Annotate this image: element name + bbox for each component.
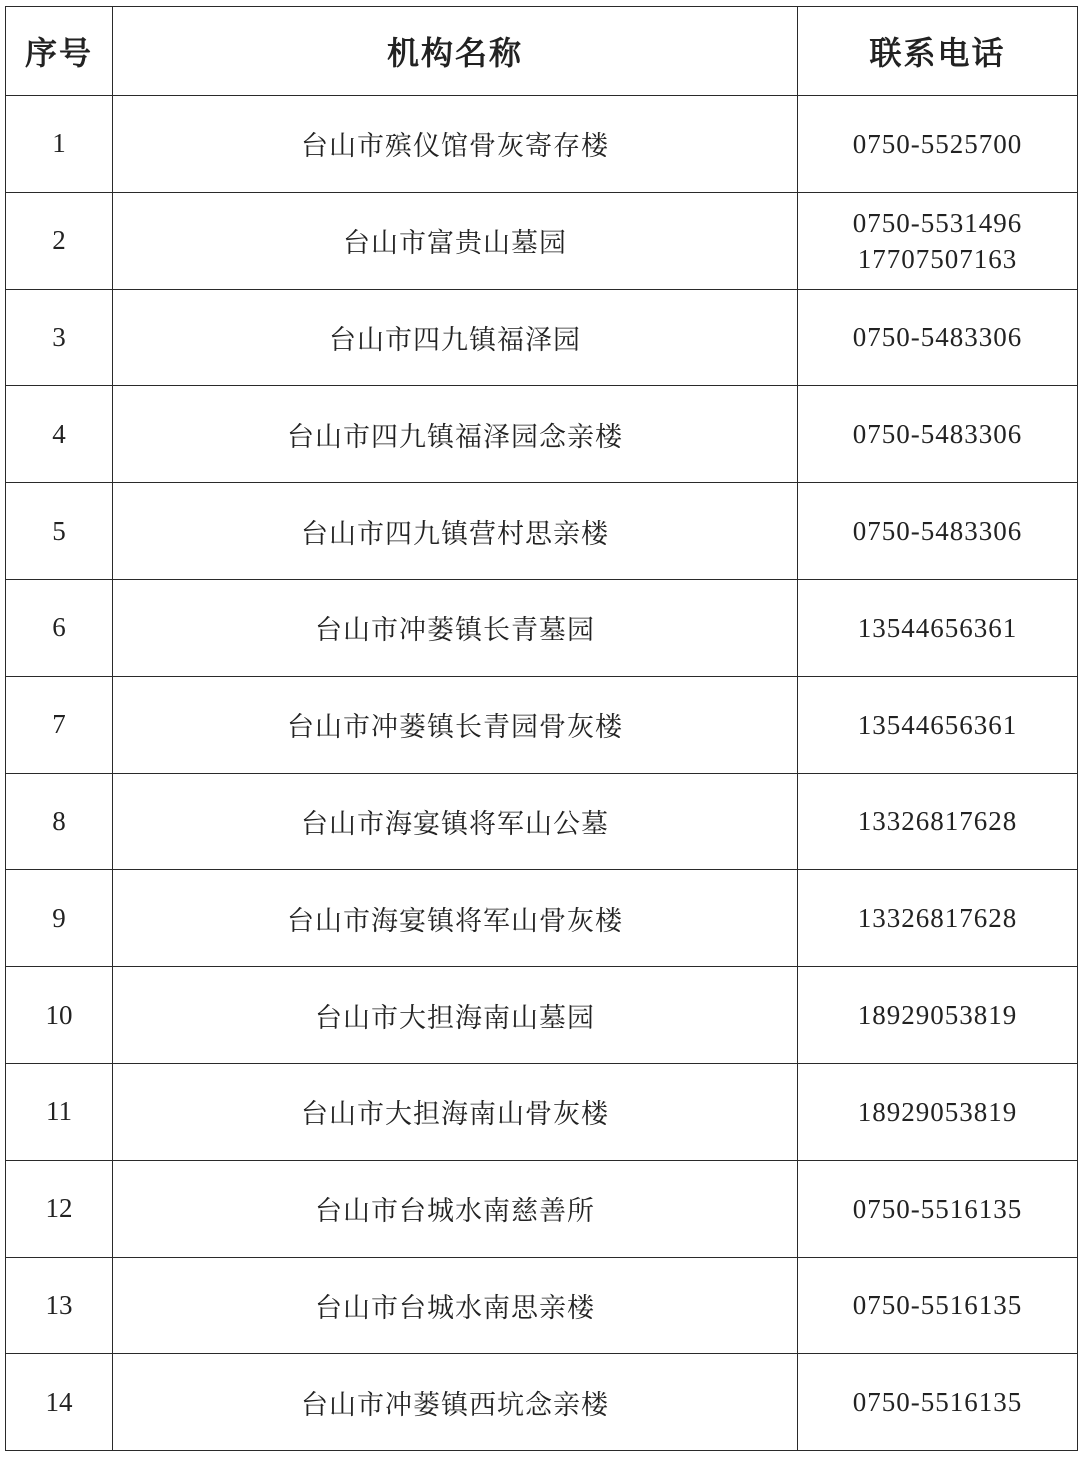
institution-name: 台山市冲蒌镇长青墓园 <box>113 579 798 676</box>
header-name: 机构名称 <box>113 7 798 96</box>
row-index: 12 <box>6 1160 113 1257</box>
contact-phone-cell <box>798 386 1078 483</box>
table-row <box>6 483 1078 580</box>
row-index: 7 <box>6 676 113 773</box>
institution-name: 台山市海宴镇将军山骨灰楼 <box>113 870 798 967</box>
contact-phone-cell <box>798 1257 1078 1354</box>
table-row <box>6 1160 1078 1257</box>
contact-phone: 0750-5516135 <box>852 1387 1023 1418</box>
contact-phone: 18929053819 <box>857 1000 1018 1031</box>
row-index: 9 <box>6 870 113 967</box>
table-row <box>6 96 1078 193</box>
header-phone: 联系电话 <box>798 7 1078 96</box>
contact-phone: 13326817628 <box>857 903 1018 934</box>
contact-phone: 13544656361 <box>857 612 1018 643</box>
table-row <box>6 1257 1078 1354</box>
contact-phone-cell <box>798 967 1078 1064</box>
contact-phone-cell <box>798 870 1078 967</box>
institution-name: 台山市殡仪馆骨灰寄存楼 <box>113 96 798 193</box>
row-index: 5 <box>6 483 113 580</box>
contact-phone-cell <box>798 289 1078 386</box>
table-row <box>6 1354 1078 1451</box>
header-index: 序号 <box>6 7 113 96</box>
contact-phone: 0750-5483306 <box>852 322 1023 353</box>
institution-name: 台山市冲蒌镇西坑念亲楼 <box>113 1354 798 1451</box>
contact-phone: 0750-5525700 <box>852 128 1023 159</box>
institution-name: 台山市海宴镇将军山公墓 <box>113 773 798 870</box>
contact-phone: 17707507163 <box>857 243 1018 274</box>
contact-phone-cell <box>798 483 1078 580</box>
row-index: 6 <box>6 579 113 676</box>
contact-phone-cell <box>798 1063 1078 1160</box>
row-index: 1 <box>6 96 113 193</box>
row-index: 2 <box>6 192 113 289</box>
contact-phone-cell <box>798 579 1078 676</box>
contact-phone: 0750-5516135 <box>852 1193 1023 1224</box>
contact-phone-cell <box>798 192 1078 289</box>
institution-name: 台山市冲蒌镇长青园骨灰楼 <box>113 676 798 773</box>
contact-phone-cell <box>798 1160 1078 1257</box>
table-body <box>6 96 1078 1451</box>
contact-phone: 13544656361 <box>857 709 1018 740</box>
table-row <box>6 967 1078 1064</box>
table-row <box>6 579 1078 676</box>
header-row <box>6 7 1078 96</box>
contact-phone-cell <box>798 96 1078 193</box>
row-index: 4 <box>6 386 113 483</box>
contact-phone: 18929053819 <box>857 1096 1018 1127</box>
row-index: 8 <box>6 773 113 870</box>
row-index: 10 <box>6 967 113 1064</box>
row-index: 13 <box>6 1257 113 1354</box>
row-index: 3 <box>6 289 113 386</box>
institution-name: 台山市大担海南山墓园 <box>113 967 798 1064</box>
contact-phone: 0750-5483306 <box>852 516 1023 547</box>
contact-phone-cell <box>798 773 1078 870</box>
contact-phone: 0750-5531496 <box>852 207 1023 238</box>
institution-name: 台山市四九镇福泽园 <box>113 289 798 386</box>
institution-name: 台山市富贵山墓园 <box>113 192 798 289</box>
table-row <box>6 773 1078 870</box>
contact-phone: 13326817628 <box>857 806 1018 837</box>
table-row <box>6 289 1078 386</box>
table-row <box>6 192 1078 289</box>
contact-phone-cell <box>798 1354 1078 1451</box>
contact-phone-cell <box>798 676 1078 773</box>
table-row <box>6 386 1078 483</box>
contact-phone: 0750-5483306 <box>852 419 1023 450</box>
contacts-table <box>5 6 1078 1451</box>
contact-phone: 0750-5516135 <box>852 1290 1023 1321</box>
row-index: 11 <box>6 1063 113 1160</box>
institution-name: 台山市大担海南山骨灰楼 <box>113 1063 798 1160</box>
institution-name: 台山市台城水南慈善所 <box>113 1160 798 1257</box>
institution-name: 台山市四九镇营村思亲楼 <box>113 483 798 580</box>
row-index: 14 <box>6 1354 113 1451</box>
institution-name: 台山市四九镇福泽园念亲楼 <box>113 386 798 483</box>
table-row <box>6 1063 1078 1160</box>
table-row <box>6 676 1078 773</box>
table-row <box>6 870 1078 967</box>
institution-name: 台山市台城水南思亲楼 <box>113 1257 798 1354</box>
